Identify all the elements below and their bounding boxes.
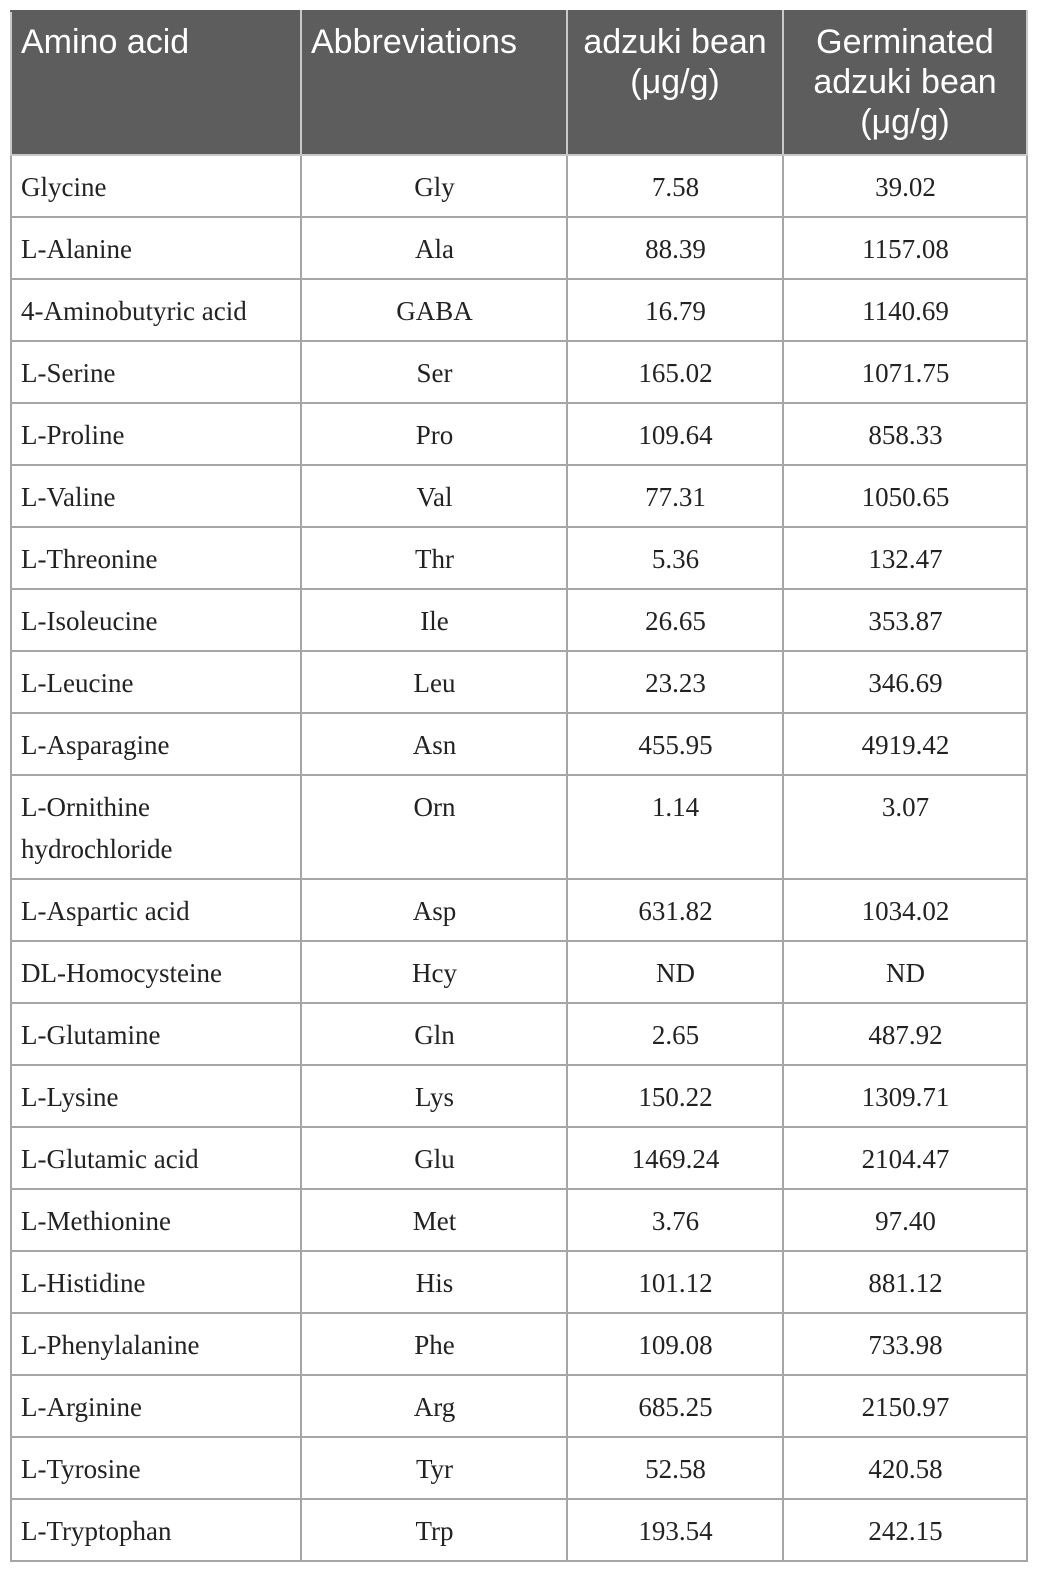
adzuki-value-cell: 150.22: [567, 1065, 783, 1127]
abbreviation-cell: His: [301, 1251, 567, 1313]
adzuki-value-cell: 23.23: [567, 651, 783, 713]
amino-acid-cell: L-Ornithine hydrochloride: [11, 775, 301, 879]
abbreviation-cell: Val: [301, 465, 567, 527]
germinated-value-cell: 487.92: [783, 1003, 1027, 1065]
germinated-value-cell: 1050.65: [783, 465, 1027, 527]
table-row: [11, 651, 1027, 713]
germinated-value-cell: 1157.08: [783, 217, 1027, 279]
table-row: [11, 341, 1027, 403]
abbreviation-cell: Phe: [301, 1313, 567, 1375]
germinated-value-cell: 346.69: [783, 651, 1027, 713]
amino-acid-cell: L-Threonine: [11, 527, 301, 589]
adzuki-value-cell: 101.12: [567, 1251, 783, 1313]
table-row: [11, 1499, 1027, 1561]
germinated-value-cell: 2104.47: [783, 1127, 1027, 1189]
adzuki-value-cell: 2.65: [567, 1003, 783, 1065]
adzuki-value-cell: 16.79: [567, 279, 783, 341]
germinated-value-cell: 4919.42: [783, 713, 1027, 775]
abbreviation-cell: Asp: [301, 879, 567, 941]
adzuki-value-cell: 1.14: [567, 775, 783, 879]
header-adzuki-bean: adzuki bean (μg/g): [567, 11, 783, 155]
amino-acid-cell: L-Serine: [11, 341, 301, 403]
germinated-value-cell: 420.58: [783, 1437, 1027, 1499]
table-row: [11, 1375, 1027, 1437]
abbreviation-cell: Asn: [301, 713, 567, 775]
amino-acid-cell: L-Aspartic acid: [11, 879, 301, 941]
adzuki-value-cell: 26.65: [567, 589, 783, 651]
amino-acid-cell: 4-Aminobutyric acid: [11, 279, 301, 341]
amino-acid-cell: L-Valine: [11, 465, 301, 527]
adzuki-value-cell: 193.54: [567, 1499, 783, 1561]
amino-acid-cell: L-Tyrosine: [11, 1437, 301, 1499]
amino-acid-cell: Glycine: [11, 155, 301, 217]
abbreviation-cell: Arg: [301, 1375, 567, 1437]
adzuki-value-cell: 109.08: [567, 1313, 783, 1375]
amino-acid-cell: L-Arginine: [11, 1375, 301, 1437]
table-row: [11, 1003, 1027, 1065]
amino-acid-cell: L-Proline: [11, 403, 301, 465]
table-row: [11, 941, 1027, 1003]
amino-acid-cell: L-Isoleucine: [11, 589, 301, 651]
abbreviation-cell: Gly: [301, 155, 567, 217]
abbreviation-cell: GABA: [301, 279, 567, 341]
germinated-value-cell: 132.47: [783, 527, 1027, 589]
germinated-value-cell: 1071.75: [783, 341, 1027, 403]
amino-acid-cell: L-Lysine: [11, 1065, 301, 1127]
table-row: [11, 1437, 1027, 1499]
germinated-value-cell: 39.02: [783, 155, 1027, 217]
abbreviation-cell: Gln: [301, 1003, 567, 1065]
adzuki-value-cell: 455.95: [567, 713, 783, 775]
adzuki-value-cell: 77.31: [567, 465, 783, 527]
table-row: [11, 879, 1027, 941]
adzuki-value-cell: 88.39: [567, 217, 783, 279]
table-row: [11, 403, 1027, 465]
adzuki-value-cell: ND: [567, 941, 783, 1003]
adzuki-value-cell: 5.36: [567, 527, 783, 589]
amino-acid-cell: L-Alanine: [11, 217, 301, 279]
germinated-value-cell: 97.40: [783, 1189, 1027, 1251]
abbreviation-cell: Ile: [301, 589, 567, 651]
table-row: [11, 279, 1027, 341]
table-row: [11, 527, 1027, 589]
abbreviation-cell: Pro: [301, 403, 567, 465]
germinated-value-cell: ND: [783, 941, 1027, 1003]
amino-acid-cell: L-Leucine: [11, 651, 301, 713]
germinated-value-cell: 2150.97: [783, 1375, 1027, 1437]
abbreviation-cell: Hcy: [301, 941, 567, 1003]
adzuki-value-cell: 685.25: [567, 1375, 783, 1437]
table-row: [11, 217, 1027, 279]
germinated-value-cell: 858.33: [783, 403, 1027, 465]
table-row: [11, 465, 1027, 527]
adzuki-value-cell: 631.82: [567, 879, 783, 941]
table-row: [11, 713, 1027, 775]
table-row: [11, 775, 1027, 879]
amino-acid-table: [10, 10, 1028, 1562]
adzuki-value-cell: 52.58: [567, 1437, 783, 1499]
abbreviation-cell: Lys: [301, 1065, 567, 1127]
adzuki-value-cell: 3.76: [567, 1189, 783, 1251]
table-row: [11, 1065, 1027, 1127]
abbreviation-cell: Ser: [301, 341, 567, 403]
germinated-value-cell: 242.15: [783, 1499, 1027, 1561]
amino-acid-cell: L-Methionine: [11, 1189, 301, 1251]
germinated-value-cell: 1140.69: [783, 279, 1027, 341]
germinated-value-cell: 353.87: [783, 589, 1027, 651]
abbreviation-cell: Leu: [301, 651, 567, 713]
table-row: [11, 1189, 1027, 1251]
amino-acid-cell: L-Glutamic acid: [11, 1127, 301, 1189]
adzuki-value-cell: 7.58: [567, 155, 783, 217]
germinated-value-cell: 881.12: [783, 1251, 1027, 1313]
abbreviation-cell: Thr: [301, 527, 567, 589]
table-row: [11, 155, 1027, 217]
germinated-value-cell: 733.98: [783, 1313, 1027, 1375]
germinated-value-cell: 1309.71: [783, 1065, 1027, 1127]
table-body: [11, 155, 1027, 1561]
header-germinated-adzuki-bean: Germinated adzuki bean (μg/g): [783, 11, 1027, 155]
amino-acid-cell: L-Phenylalanine: [11, 1313, 301, 1375]
table-row: [11, 1127, 1027, 1189]
adzuki-value-cell: 109.64: [567, 403, 783, 465]
table-row: [11, 589, 1027, 651]
header-amino-acid: Amino acid: [11, 11, 301, 155]
amino-acid-cell: L-Tryptophan: [11, 1499, 301, 1561]
table-row: [11, 1313, 1027, 1375]
table-row: [11, 1251, 1027, 1313]
abbreviation-cell: Ala: [301, 217, 567, 279]
amino-acid-cell: L-Glutamine: [11, 1003, 301, 1065]
adzuki-value-cell: 165.02: [567, 341, 783, 403]
header-row: [11, 11, 1027, 155]
abbreviation-cell: Orn: [301, 775, 567, 879]
abbreviation-cell: Met: [301, 1189, 567, 1251]
amino-acid-cell: DL-Homocysteine: [11, 941, 301, 1003]
germinated-value-cell: 1034.02: [783, 879, 1027, 941]
abbreviation-cell: Trp: [301, 1499, 567, 1561]
germinated-value-cell: 3.07: [783, 775, 1027, 879]
adzuki-value-cell: 1469.24: [567, 1127, 783, 1189]
amino-acid-cell: L-Asparagine: [11, 713, 301, 775]
abbreviation-cell: Glu: [301, 1127, 567, 1189]
header-abbreviations: Abbreviations: [301, 11, 567, 155]
amino-acid-cell: L-Histidine: [11, 1251, 301, 1313]
table-header: [11, 11, 1027, 155]
abbreviation-cell: Tyr: [301, 1437, 567, 1499]
